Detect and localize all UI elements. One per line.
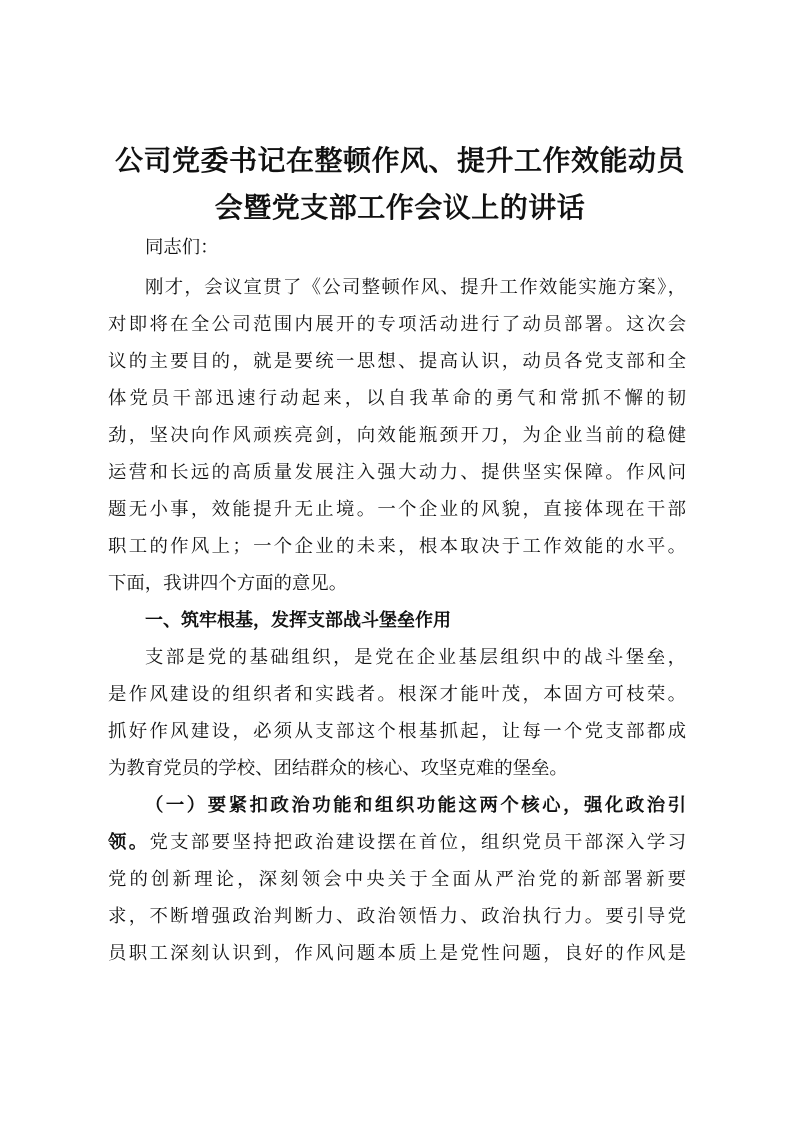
paragraph-1-line: 劲，坚决向作风顽疾亮剑，向效能瓶颈开刀，为企业当前的稳健 — [108, 425, 686, 446]
paragraph-1-line: 刚才，会议宣贯了《公司整顿作风、提升工作效能实施方案》， — [145, 277, 686, 298]
paragraph-3-line — [108, 828, 686, 858]
subsection-1-heading-end: 领。 — [108, 832, 150, 853]
paragraph-1-line: 运营和长远的高质量发展注入强大动力、提供坚实保障。作风问 — [108, 462, 686, 483]
document-title-line-1: 公司党委书记在整顿作风、提升工作效能动员 — [114, 144, 685, 177]
paragraph-2-line: 是作风建设的组织者和实践者。根深才能叶茂，本固方可枝荣。 — [108, 684, 686, 705]
subsection-1-heading: （一）要紧扣政治功能和组织功能这两个核心，强化政治引 — [145, 795, 686, 816]
paragraph-2-line: 抓好作风建设，必须从支部这个根基抓起，让每一个党支部都成 — [108, 721, 686, 742]
paragraph-1-line: 题无小事，效能提升无止境。一个企业的风貌，直接体现在干部 — [108, 499, 686, 520]
paragraph-3-text: 党支部要坚持把政治建设摆在首位，组织党员干部深入学习 — [149, 832, 686, 853]
paragraph-3-line: 员职工深刻认识到，作风问题本质上是党性问题，良好的作风是 — [108, 943, 686, 964]
paragraph-1-line: 议的主要目的，就是要统一思想、提高认识，动员各党支部和全 — [108, 351, 686, 372]
paragraph-3-line: 求，不断增强政治判断力、政治领悟力、政治执行力。要引导党 — [108, 906, 686, 927]
paragraph-1-line: 体党员干部迅速行动起来，以自我革命的勇气和常抓不懈的韧 — [108, 388, 686, 409]
paragraph-1-line: 职工的作风上；一个企业的未来，根本取决于工作效能的水平。 — [108, 536, 686, 557]
document-title-line-2: 会暨党支部工作会议上的讲话 — [214, 191, 586, 224]
paragraph-3-line: 党的创新理论，深刻领会中央关于全面从严治党的新部署新要 — [108, 869, 686, 890]
paragraph-1-line: 对即将在全公司范围内展开的专项活动进行了动员部署。这次会 — [108, 314, 686, 335]
paragraph-2-line: 为教育党员的学校、团结群众的核心、攻坚克难的堡垒。 — [108, 758, 568, 779]
paragraph-2-line: 支部是党的基础组织，是党在企业基层组织中的战斗堡垒， — [145, 647, 686, 668]
section-1-heading: 一、筑牢根基，发挥支部战斗堡垒作用 — [145, 610, 451, 631]
salutation: 同志们： — [145, 237, 219, 258]
paragraph-1-line: 下面，我讲四个方面的意见。 — [108, 573, 348, 594]
